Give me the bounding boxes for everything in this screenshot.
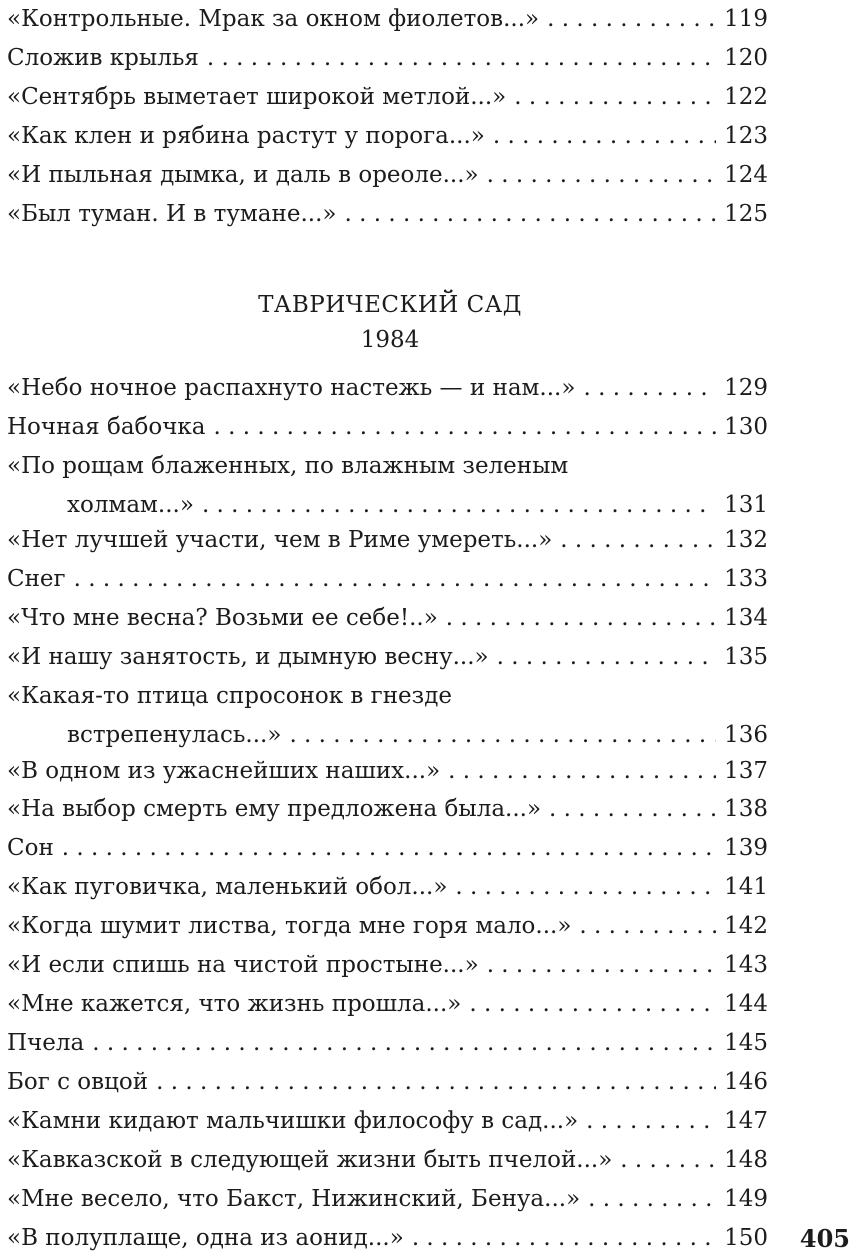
leader-dots (493, 117, 716, 156)
toc-entry-page: 131 (724, 492, 768, 518)
toc-entry[interactable] (7, 1063, 768, 1103)
toc-entry-title: холмам...» (67, 486, 202, 525)
leader-dots (412, 1219, 716, 1258)
toc-entry[interactable] (7, 369, 768, 409)
leader-dots (446, 599, 716, 638)
toc-entry-title: «Был туман. И в тумане...» (7, 195, 344, 234)
toc-entry[interactable] (7, 560, 768, 600)
toc-entry[interactable] (7, 447, 768, 525)
leader-dots (514, 78, 716, 117)
leader-dots (586, 1102, 716, 1141)
toc-entry-title: «В полуплаще, одна из аонид...» (7, 1219, 412, 1258)
toc-entry-page: 134 (724, 605, 768, 631)
toc-entry[interactable] (7, 1102, 768, 1142)
leader-dots (455, 868, 716, 907)
toc-entry-page: 144 (724, 991, 768, 1017)
toc-entry[interactable] (7, 521, 768, 561)
toc-entry-title: «И пыльная дымка, и даль в ореоле...» (7, 156, 487, 195)
toc-entry[interactable] (7, 195, 768, 235)
toc-entry[interactable] (7, 829, 768, 869)
toc-entry-page: 129 (724, 375, 768, 401)
toc-entry[interactable] (7, 638, 768, 678)
toc-entry-title: встрепенулась...» (67, 716, 289, 755)
leader-dots (62, 829, 716, 868)
toc-entry-page: 148 (724, 1147, 768, 1173)
leader-dots (289, 716, 716, 755)
toc-entry-title: Сложив крылья (7, 39, 207, 78)
toc-entry-page: 122 (724, 84, 768, 110)
leader-dots (202, 486, 716, 525)
toc-entry[interactable] (7, 0, 768, 40)
toc-entry-title: «Что мне весна? Возьми ее себе!..» (7, 599, 446, 638)
toc-entry[interactable] (7, 1180, 768, 1220)
toc-entry[interactable] (7, 907, 768, 947)
toc-entry-title-first-line: «Какая-то птица спросонок в гнезде (7, 683, 452, 709)
toc-entry-title: «Нет лучшей участи, чем в Риме умереть...» (7, 521, 560, 560)
toc-entry-page: 125 (724, 201, 768, 227)
toc-entry-page: 135 (724, 644, 768, 670)
section-year: 1984 (360, 327, 420, 353)
toc-entry-title: «И если спишь на чистой простыне...» (7, 946, 487, 985)
toc-entry-page: 138 (724, 796, 768, 822)
page-number: 405 (799, 1224, 850, 1253)
toc-entry-title: «Мне кажется, что жизнь прошла...» (7, 985, 469, 1024)
toc-entry-title: «На выбор смерть ему предложена была...» (7, 790, 549, 829)
toc-entry-page: 124 (724, 162, 768, 188)
toc-entry-page: 136 (724, 722, 768, 748)
toc-entry-page: 147 (724, 1108, 768, 1134)
toc-entry-page: 137 (724, 758, 768, 784)
toc-entry[interactable] (7, 790, 768, 830)
toc-entry-title: «В одном из ужаснейших наших...» (7, 752, 448, 791)
toc-entry[interactable] (7, 117, 768, 157)
leader-dots (497, 638, 716, 677)
leader-dots (547, 0, 716, 39)
toc-entry[interactable] (7, 156, 768, 196)
leader-dots (92, 1024, 716, 1063)
toc-entry-page: 133 (724, 566, 768, 592)
leader-dots (579, 907, 716, 946)
toc-entry-page: 120 (724, 45, 768, 71)
toc-entry-title: «Камни кидают мальчишки философу в сад...» (7, 1102, 586, 1141)
leader-dots (583, 369, 716, 408)
leader-dots (469, 985, 716, 1024)
toc-entry[interactable] (7, 752, 768, 792)
toc-entry-title: Снег (7, 560, 74, 599)
leader-dots (620, 1141, 716, 1180)
leader-dots (549, 790, 716, 829)
toc-entry-title: «Когда шумит листва, тогда мне горя мало...» (7, 907, 579, 946)
leader-dots (588, 1180, 716, 1219)
toc-entry-title: «Контрольные. Мрак за окном фиолетов...» (7, 0, 547, 39)
toc-entry-title: «Сентябрь выметает широкой метлой...» (7, 78, 514, 117)
toc-entry[interactable] (7, 985, 768, 1025)
toc-entry-page: 130 (724, 414, 768, 440)
toc-entry-title: «Кавказской в следующей жизни быть пчелой...» (7, 1141, 620, 1180)
leader-dots (207, 39, 716, 78)
toc-entry-title: «Небо ночное распахнуто настежь — и нам...» (7, 369, 583, 408)
toc-entry-page: 146 (724, 1069, 768, 1095)
toc-entry[interactable] (7, 39, 768, 79)
toc-entry-title: «И нашу занятость, и дымную весну...» (7, 638, 497, 677)
toc-entry-page: 123 (724, 123, 768, 149)
leader-dots (448, 752, 716, 791)
toc-entry[interactable] (7, 408, 768, 448)
toc-entry[interactable] (7, 78, 768, 118)
toc-entry-title: Ночная бабочка (7, 408, 214, 447)
toc-entry[interactable] (7, 1141, 768, 1181)
toc-entry-page: 150 (724, 1225, 768, 1251)
toc-entry-page: 132 (724, 527, 768, 553)
leader-dots (214, 408, 717, 447)
toc-entry-title: Сон (7, 829, 62, 868)
toc-entry-title: «Как пуговичка, маленький обол...» (7, 868, 455, 907)
toc-entry-title: «Как клен и рябина растут у порога...» (7, 117, 493, 156)
leader-dots (560, 521, 716, 560)
toc-entry-page: 119 (724, 6, 768, 32)
leader-dots (487, 946, 716, 985)
toc-entry[interactable] (7, 1024, 768, 1064)
toc-entry-page: 142 (724, 913, 768, 939)
toc-entry-title: «Мне весело, что Бакст, Нижинский, Бенуа...» (7, 1180, 588, 1219)
toc-entry-page: 143 (724, 952, 768, 978)
toc-entry-title-first-line: «По рощам блаженных, по влажным зеленым (7, 453, 569, 479)
toc-entry-page: 139 (724, 835, 768, 861)
toc-entry[interactable] (7, 599, 768, 639)
leader-dots (487, 156, 716, 195)
toc-entry[interactable] (7, 946, 768, 986)
toc-entry-title: Бог с овцой (7, 1063, 156, 1102)
leader-dots (344, 195, 716, 234)
section-title: ТАВРИЧЕСКИЙ САД (258, 292, 522, 318)
toc-entry-page: 141 (724, 874, 768, 900)
toc-entry[interactable] (7, 677, 768, 755)
toc-entry-page: 145 (724, 1030, 768, 1056)
leader-dots (74, 560, 717, 599)
toc-entry-page: 149 (724, 1186, 768, 1212)
leader-dots (156, 1063, 716, 1102)
toc-entry[interactable] (7, 868, 768, 908)
toc-entry[interactable] (7, 1219, 768, 1259)
toc-entry-title: Пчела (7, 1024, 92, 1063)
